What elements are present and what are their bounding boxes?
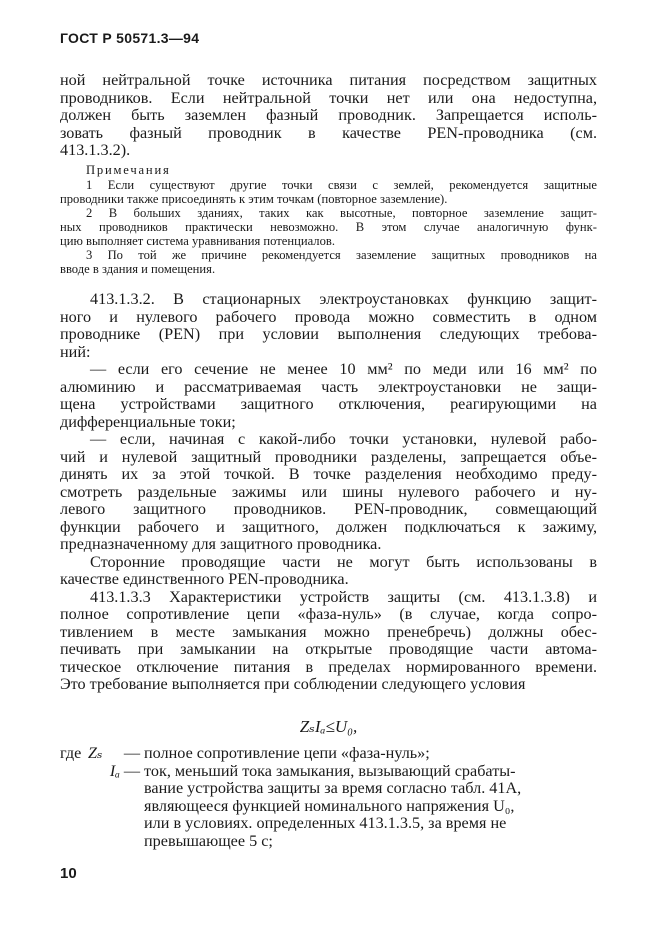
- definition-ia-line: вание устройства защиты за время согласно табл. 41А,: [144, 779, 522, 797]
- section-413-1-3-2-line: 413.1.3.2. В стационарных электроустановках функцию защит-: [90, 290, 597, 308]
- text-line: проводников. Если нейтральной точки нет или она недоступна,: [60, 88, 597, 107]
- definition-ia-line: являющееся функцией номинального напряжения U₀,: [144, 796, 515, 815]
- note-line: 1 Если существуют другие точки связи с землей, рекомендуется защитные: [86, 178, 597, 192]
- section-413-1-3-3-line: 413.1.3.3 Характеристики устройств защиты (см. 413.1.3.8) и: [90, 587, 597, 606]
- definition-ia-line: или в условиях. определенных 413.1.3.5, за время не: [144, 814, 507, 832]
- condition-2-line: функции рабочего и защитного, должен подключаться к зажиму,: [60, 517, 597, 536]
- definition-zs: [60, 745, 597, 763]
- definition-ia-line: превышающее 5 с;: [144, 831, 273, 850]
- section-413-1-3-3-line: тическое отключение питания в пределах нормированного времени.: [60, 657, 597, 676]
- note-line: 3 По той же причине рекомендуется заземление защитных проводников на: [86, 248, 597, 262]
- section-413-1-3-3-line: тивлением в месте замыкания можно пренебречь) должны обес-: [60, 622, 597, 641]
- condition-2-line: левого защитного проводников. PEN-проводник, совмещающий: [60, 500, 597, 518]
- definition-zs-text: полное сопротивление цепи «фаза-нуль»;: [144, 744, 430, 762]
- section-413-1-3-2-line: проводнике (PEN) при условии выполнения следующих требова-: [60, 325, 597, 343]
- where-word: где: [60, 744, 82, 762]
- condition-2-line: динять их за этой точкой. В точке разделения необходимо преду-: [60, 465, 597, 483]
- definition-ia: [60, 763, 597, 781]
- condition-2-line: — если, начиная с какой-либо точки установки, нулевой рабо-: [90, 430, 597, 448]
- formula-definitions: [60, 745, 597, 850]
- third-party-parts-line: качестве единственного PEN-проводника.: [60, 570, 349, 588]
- condition-1-line: — если его сечение не менее 10 мм² по меди или 16 мм² по: [90, 360, 597, 378]
- text-line: зовать фазный проводник в качестве PEN-проводника (см.: [60, 123, 597, 142]
- definition-dash: —: [123, 744, 141, 762]
- note-line: ных проводников практически невозможно. В этом случае аналогичную функ-: [60, 220, 597, 234]
- text-line: должен быть заземлен фазный проводник. Запрещается исполь-: [60, 106, 597, 124]
- section-413-1-3-3-line: печивать при замыкании на открытые проводящие части автома-: [60, 640, 597, 658]
- condition-1-line: щена устройствами защитного отключения, реагирующими на: [60, 395, 597, 413]
- condition-2-line: чий и нулевой защитный проводники разделены, запрещается объе-: [60, 447, 597, 466]
- condition-1-line: дифференциальные токи;: [60, 412, 236, 431]
- intro-paragraph: [60, 72, 597, 160]
- section-413-1-3-2-line: ний:: [60, 342, 91, 361]
- note-line: проводники также присоединять к этим точкам (повторное заземление).: [60, 192, 448, 206]
- symbol-zs: Zₛ: [88, 744, 103, 762]
- note-line: цию выполняет система уравнивания потенциалов.: [60, 234, 335, 248]
- notes-heading: Примечания: [86, 163, 171, 177]
- note-line: 2 В больших зданиях, таких как высотные, повторное заземление защит-: [86, 206, 597, 220]
- condition-2-line: предназначенному для защитного проводника.: [60, 535, 382, 553]
- condition-2-line: смотреть раздельные зажимы или шины нулевого рабочего и ну-: [60, 482, 597, 501]
- notes-block: [60, 162, 597, 276]
- document-header: ГОСТ Р 50571.3—94: [60, 30, 200, 46]
- page-number: 10: [60, 865, 77, 882]
- section-413-1-3-3-line: Это требование выполняется при соблюдении следующего условия: [60, 675, 526, 693]
- protection-condition-formula: ZₛIₐ≤U₀,: [299, 717, 358, 736]
- main-body: [60, 291, 597, 694]
- text-line: ной нейтральной точке источника питания посредством защитных: [60, 71, 597, 89]
- third-party-parts-line: Сторонние проводящие части не могут быть использованы в: [90, 552, 597, 571]
- definition-dash: —: [123, 761, 141, 780]
- condition-1-line: алюминию и рассматриваемая часть электроустановки не защи-: [60, 377, 597, 396]
- symbol-ia: Iₐ: [109, 761, 120, 780]
- text-line: 413.1.3.2).: [60, 141, 131, 159]
- section-413-1-3-2-line: ного и нулевого рабочего провода можно совместить в одном: [60, 307, 597, 326]
- section-413-1-3-3-line: полное сопротивление цепи «фаза-нуль» (в случае, когда сопро-: [60, 605, 597, 623]
- note-line: вводе в здания и помещения.: [60, 262, 216, 276]
- definition-ia-text: ток, меньший тока замыкания, вызывающий срабаты-: [144, 761, 516, 780]
